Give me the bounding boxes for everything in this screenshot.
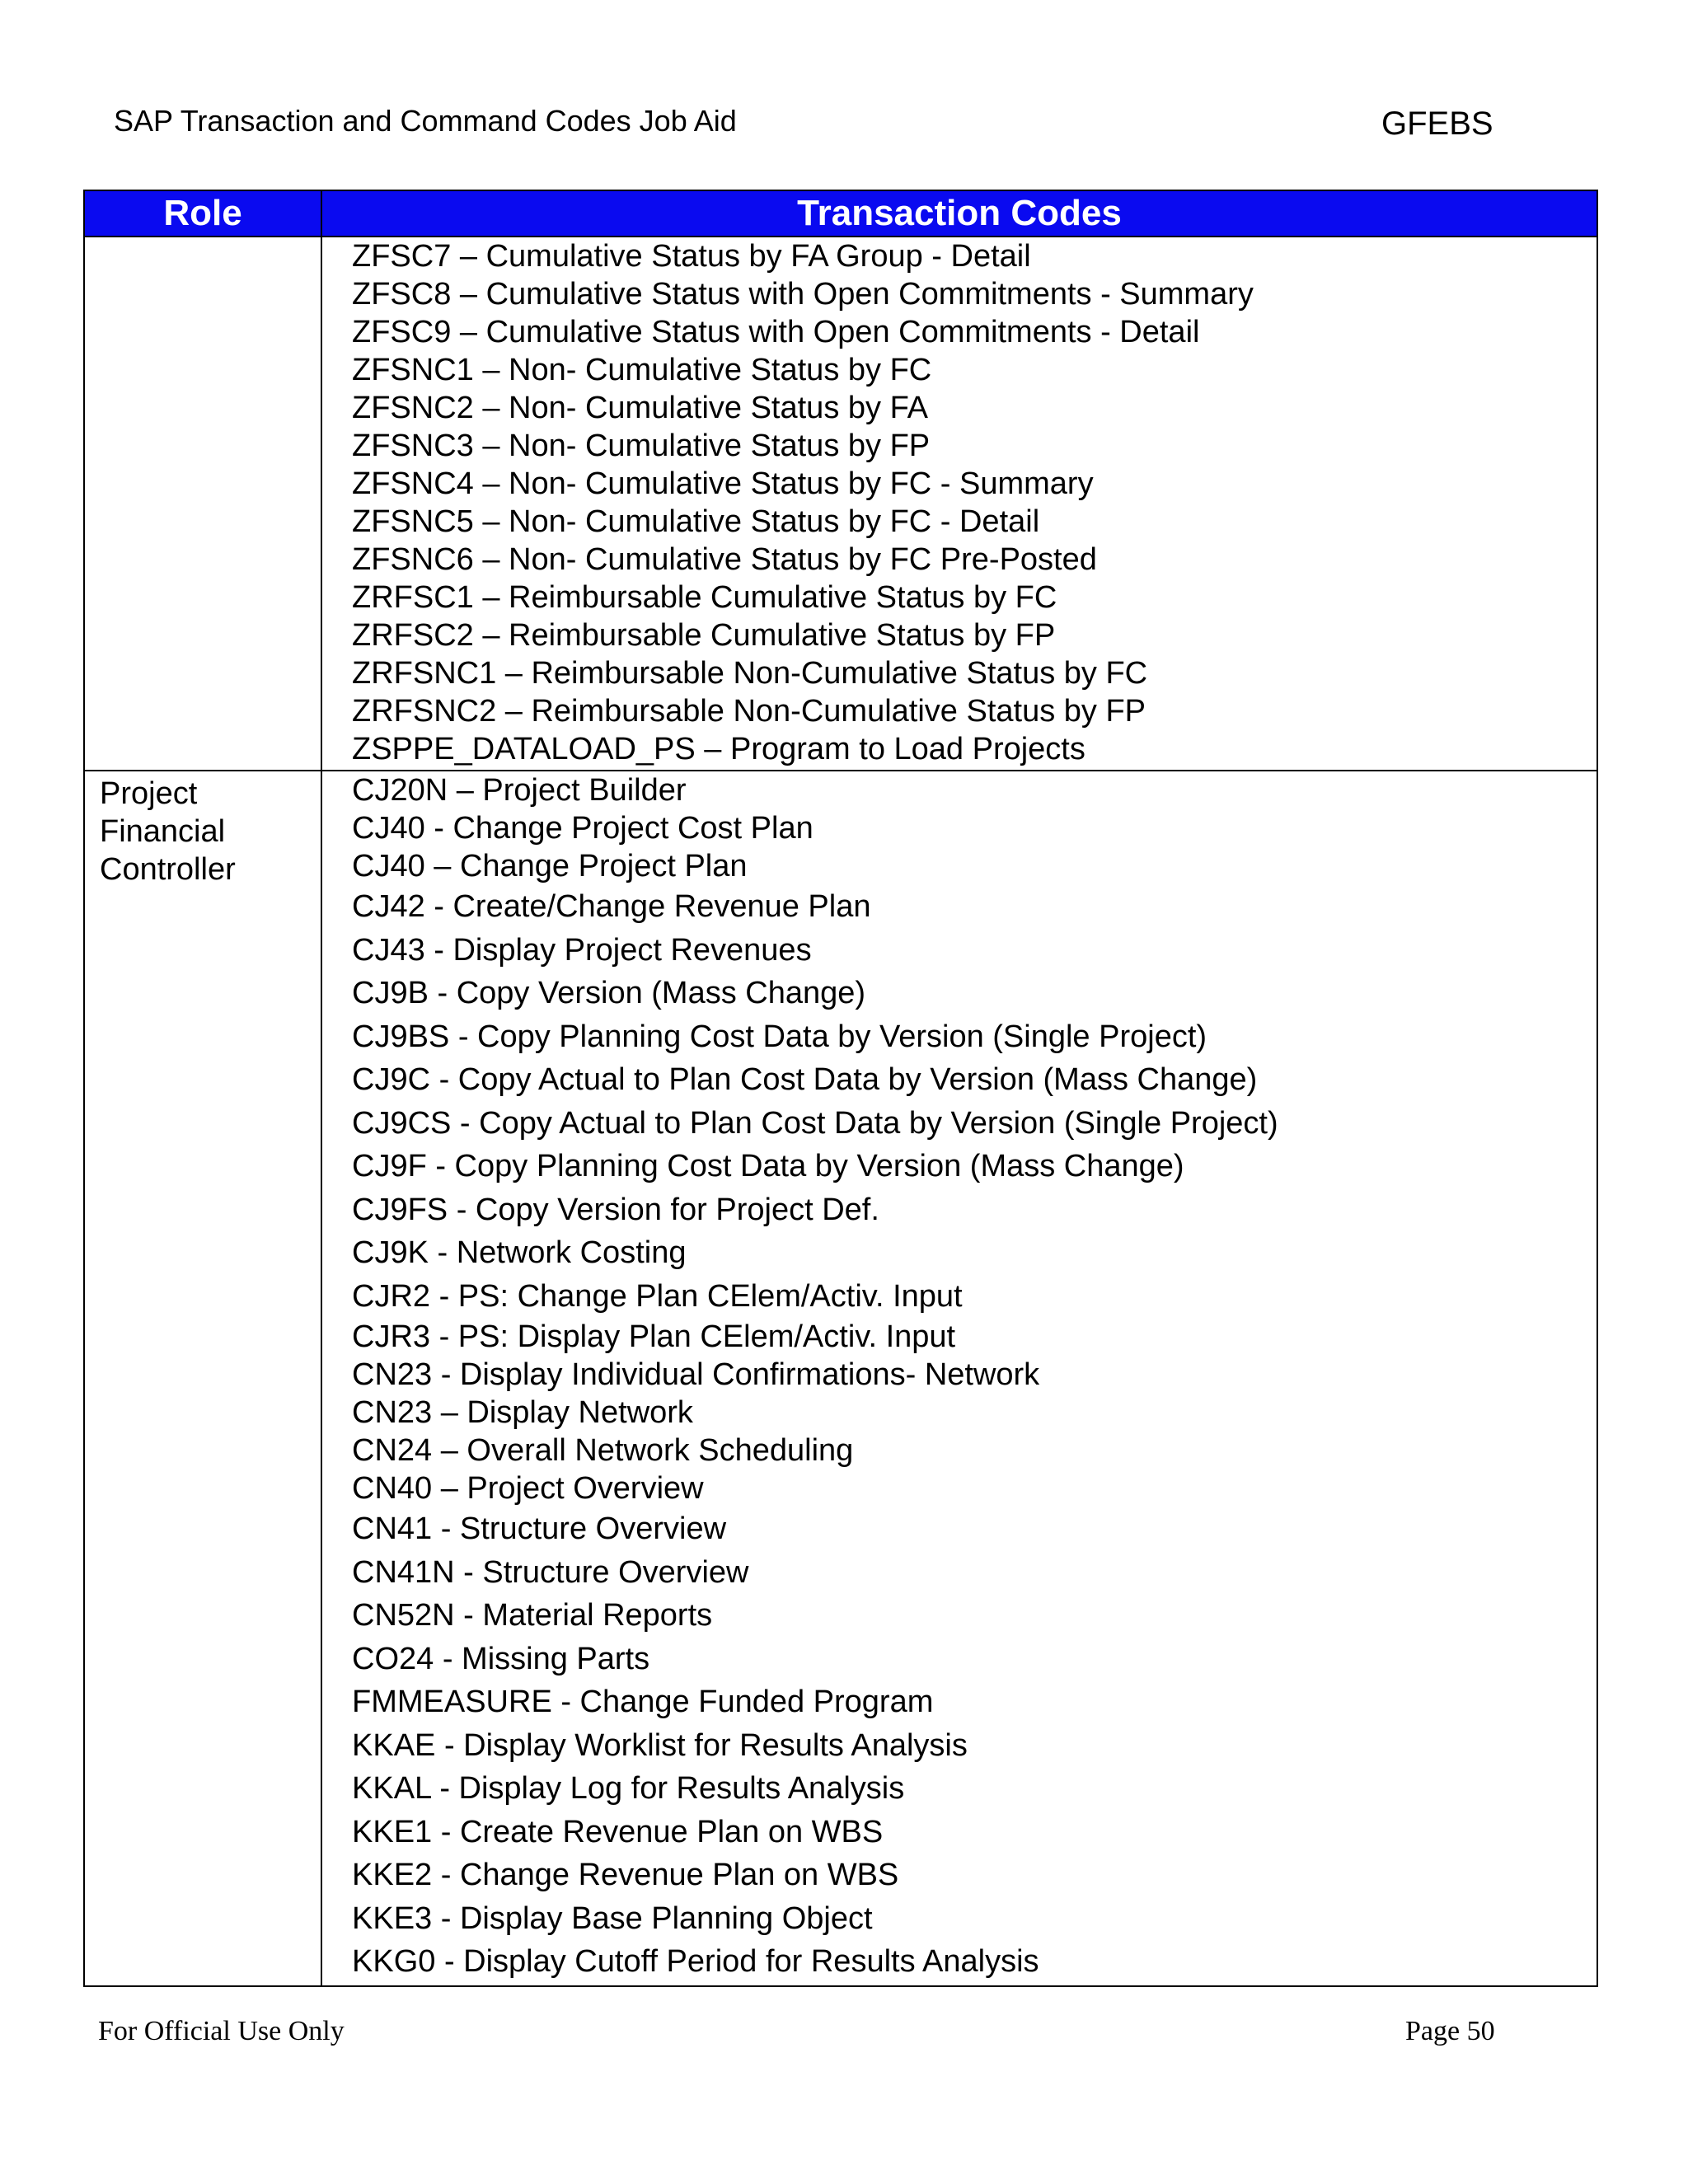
- code-line: CJR2 - PS: Change Plan CElem/Activ. Input: [352, 1278, 963, 1314]
- code-line: CN23 - Display Individual Confirmations- Network: [352, 1357, 1040, 1392]
- system-name: GFEBS: [1381, 105, 1493, 142]
- code-line: ZFSC9 – Cumulative Status with Open Commitments - Detail: [352, 315, 1200, 349]
- column-header-role: Role: [84, 190, 321, 237]
- page-number: Page 50: [1405, 2016, 1495, 2046]
- code-line: CJ9F - Copy Planning Cost Data by Version (Mass Change): [352, 1149, 1184, 1183]
- code-line: CJ9K - Network Costing: [352, 1235, 687, 1270]
- code-line: CN52N - Material Reports: [352, 1598, 713, 1633]
- code-line: ZFSNC3 – Non- Cumulative Status by FP: [352, 429, 931, 463]
- codes-cell: [321, 237, 1597, 771]
- code-line: CJ9B - Copy Version (Mass Change): [352, 976, 866, 1010]
- code-line: ZRFSNC2 – Reimbursable Non-Cumulative Status by FP: [352, 694, 1146, 729]
- code-line: CJ9FS - Copy Version for Project Def.: [352, 1192, 879, 1227]
- transaction-codes-table: [83, 190, 1597, 1987]
- code-line: ZFSNC5 – Non- Cumulative Status by FC - Detail: [352, 504, 1040, 539]
- code-line: KKG0 - Display Cutoff Period for Results Analysis: [352, 1944, 1039, 1979]
- table-row: [84, 237, 1597, 771]
- code-line: CJ43 - Display Project Revenues: [352, 932, 812, 968]
- footer-classification: For Official Use Only: [98, 2016, 345, 2046]
- codes-cell: [321, 771, 1597, 1986]
- code-line: CN40 – Project Overview: [352, 1471, 704, 1506]
- code-line: ZFSC7 – Cumulative Status by FA Group - Detail: [352, 239, 1031, 274]
- code-line: CJ20N – Project Builder: [352, 773, 687, 808]
- code-line: CJ9C - Copy Actual to Plan Cost Data by Version (Mass Change): [352, 1062, 1258, 1097]
- code-line: CJR3 - PS: Display Plan CElem/Activ. Input: [352, 1319, 956, 1354]
- table-row: [84, 771, 1597, 1986]
- code-line: ZSPPE_DATALOAD_PS – Program to Load Projects: [352, 732, 1085, 766]
- code-line: ZRFSC2 – Reimbursable Cumulative Status by FP: [352, 618, 1056, 653]
- code-line: ZFSNC6 – Non- Cumulative Status by FC Pre-Posted: [352, 542, 1097, 577]
- code-line: CO24 - Missing Parts: [352, 1641, 650, 1676]
- code-line: CN24 – Overall Network Scheduling: [352, 1433, 854, 1468]
- code-line: ZFSNC4 – Non- Cumulative Status by FC - Summary: [352, 466, 1094, 501]
- role-cell: Project Financial Controller: [84, 771, 321, 1986]
- role-cell: [84, 237, 321, 771]
- code-line: KKAE - Display Worklist for Results Analysis: [352, 1727, 968, 1763]
- table-header-row: [84, 190, 1597, 237]
- code-line: KKE1 - Create Revenue Plan on WBS: [352, 1814, 884, 1849]
- code-line: CN41 - Structure Overview: [352, 1511, 727, 1546]
- code-line: ZFSNC1 – Non- Cumulative Status by FC: [352, 353, 932, 387]
- document-title: SAP Transaction and Command Codes Job Aid: [114, 104, 737, 138]
- code-line: CN23 – Display Network: [352, 1395, 693, 1430]
- column-header-transaction-codes: Transaction Codes: [321, 190, 1597, 237]
- code-line: ZRFSC1 – Reimbursable Cumulative Status by FC: [352, 580, 1057, 615]
- code-line: CJ9BS - Copy Planning Cost Data by Version (Single Project): [352, 1019, 1207, 1054]
- code-line: ZFSNC2 – Non- Cumulative Status by FA: [352, 391, 929, 425]
- code-line: CJ42 - Create/Change Revenue Plan: [352, 889, 871, 924]
- code-line: FMMEASURE - Change Funded Program: [352, 1685, 934, 1719]
- code-line: ZFSC8 – Cumulative Status with Open Commitments - Summary: [352, 277, 1254, 312]
- code-line: CJ40 - Change Project Cost Plan: [352, 811, 814, 846]
- code-line: ZRFSNC1 – Reimbursable Non-Cumulative Status by FC: [352, 656, 1148, 691]
- code-line: KKE2 - Change Revenue Plan on WBS: [352, 1858, 899, 1892]
- code-line: KKAL - Display Log for Results Analysis: [352, 1771, 905, 1806]
- code-line: CN41N - Structure Overview: [352, 1554, 749, 1590]
- code-line: CJ40 – Change Project Plan: [352, 849, 748, 883]
- code-line: KKE3 - Display Base Planning Object: [352, 1900, 873, 1936]
- code-line: CJ9CS - Copy Actual to Plan Cost Data by Version (Single Project): [352, 1105, 1278, 1141]
